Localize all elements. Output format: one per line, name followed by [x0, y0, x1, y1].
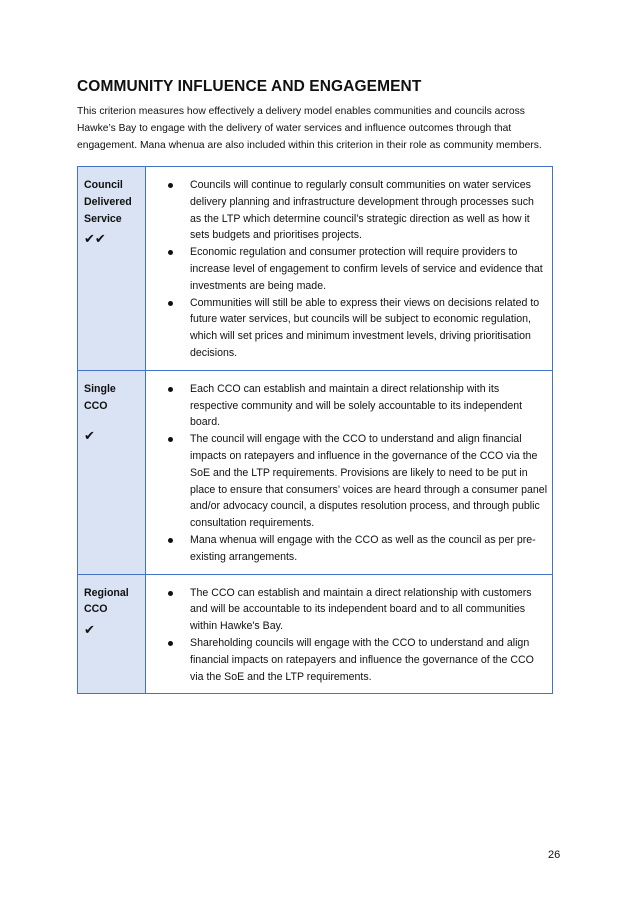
- row-content-cell: [146, 574, 553, 694]
- bullet-list: [146, 371, 552, 574]
- row-label-line: Service: [84, 212, 122, 225]
- bullet-list: [146, 575, 552, 694]
- page-number: 26: [548, 849, 561, 861]
- bullet-item: Communities will still be able to express their views on decisions related to future water services, but councils will be subject to economic regulation, which will set prices and minimum investment levels, driving prioritisation decisions.: [190, 295, 548, 362]
- row-label-line: CCO: [84, 399, 108, 412]
- row-content-cell: [146, 370, 553, 574]
- row-label-cell: [78, 370, 146, 574]
- check-icon: ✔: [84, 429, 95, 445]
- row-label-line: Regional: [84, 586, 129, 599]
- row-label-line: Single: [84, 382, 116, 395]
- bullet-item: Each CCO can establish and maintain a direct relationship with its respective community and will be solely accountable to its independent board.: [190, 381, 548, 431]
- page-title: COMMUNITY INFLUENCE AND ENGAGEMENT: [77, 78, 422, 95]
- row-label-cell: [78, 574, 146, 694]
- bullet-item: Mana whenua will engage with the CCO as well as the council as per pre-existing arrangements.: [190, 532, 548, 566]
- intro-paragraph: This criterion measures how effectively a delivery model enables communities and councils across Hawke’s Bay to engage with the delivery of water services and influence outcomes through that engagement. Mana whenua are also included within this criterion in their role as community members.: [77, 106, 542, 151]
- row-label-cell: [78, 167, 146, 371]
- bullet-item: The council will engage with the CCO to understand and align financial impacts on ratepayers and influence in the governance of the CCO via the SoE and the LTP requirements. Provisions are likely to need to be put in place to ensure that consumers’ voices are heard through a consumer panel and/or advocacy council, a disputes resolution process, and through public consultation requirements.: [190, 431, 548, 532]
- criteria-table: [77, 166, 553, 694]
- table-row-council-delivered-service: [78, 167, 553, 371]
- row-content-cell: [146, 167, 553, 371]
- table-row-regional-cco: [78, 574, 553, 694]
- bullet-item: The CCO can establish and maintain a direct relationship with customers and will be accountable to its independent board and to all communities within Hawke's Bay.: [190, 585, 548, 635]
- check-icon: ✔: [84, 623, 95, 639]
- bullet-item: Economic regulation and consumer protection will require providers to increase level of engagement to confirm levels of service and evidence that investments are being made.: [190, 244, 548, 294]
- bullet-list: [146, 167, 552, 370]
- bullet-item: Shareholding councils will engage with the CCO to understand and align financial impacts on ratepayers and influence the governance of the CCO via the SoE and the LTP requirements.: [190, 635, 548, 685]
- table-row-single-cco: [78, 370, 553, 574]
- row-label-line: Council: [84, 179, 123, 191]
- bullet-item: Councils will continue to regularly consult communities on water services delivery planning and infrastructure development through processes such as the LTP which determine council’s strategic direction as well as how it sets budgets and prioritises projects.: [190, 177, 548, 244]
- double-check-icon: ✔✔: [84, 232, 106, 248]
- row-label-line: CCO: [84, 603, 108, 616]
- row-label-line: Delivered: [84, 195, 132, 208]
